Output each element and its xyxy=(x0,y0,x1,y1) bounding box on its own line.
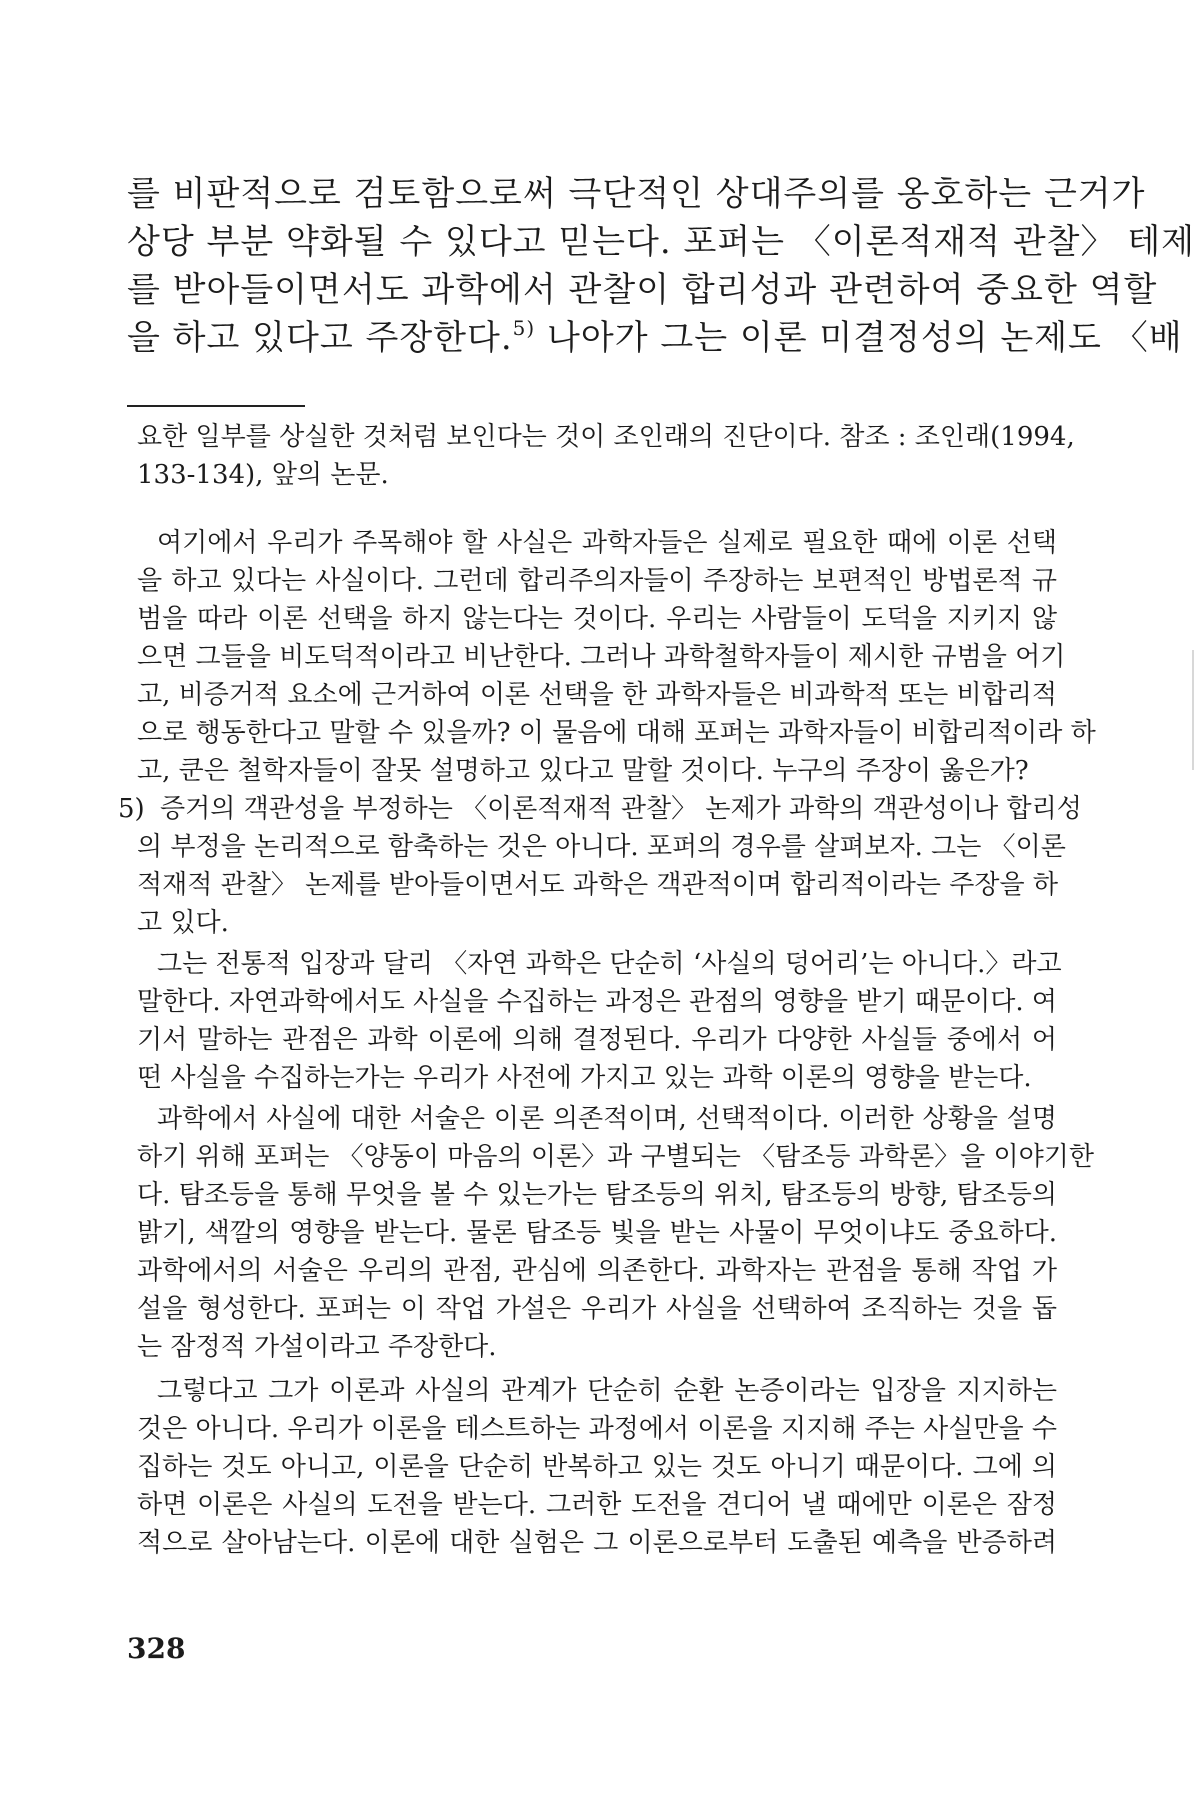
fn-p4-line-3: 집하는 것도 아니고, 이론을 단순히 반복하고 있는 것도 아니기 때문이다. 그에 의 xyxy=(137,1452,1057,1482)
fn-p4-line-4: 하면 이론은 사실의 도전을 받는다. 그러한 도전을 견디어 낼 때에만 이론은 잠정 xyxy=(137,1490,1057,1520)
fn-p1-line-6: 으로 행동한다고 말할 수 있을까? 이 물음에 대해 포퍼는 과학자들이 비합리적이라 하 xyxy=(137,718,1096,748)
fn-p2-line-4: 떤 사실을 수집하는가는 우리가 사전에 가지고 있는 과학 이론의 영향을 받는다. xyxy=(137,1063,1032,1093)
fn-p1-line-3: 범을 따라 이론 선택을 하지 않는다는 것이다. 우리는 사람들이 도덕을 지키지 않 xyxy=(137,604,1057,634)
fn-p4-line-2: 것은 아니다. 우리가 이론을 테스트하는 과정에서 이론을 지지해 주는 사실만을 수 xyxy=(137,1414,1057,1444)
footnote-ref-5: 5) xyxy=(512,316,536,340)
fn-p1-line-7: 고, 쿤은 철학자들이 잘못 설명하고 있다고 말할 것이다. 누구의 주장이 옳은가? xyxy=(137,756,1029,786)
fn-p3-line-7: 는 잠정적 가설이라고 주장한다. xyxy=(137,1332,497,1362)
fn-5-line-4: 고 있다. xyxy=(137,908,229,938)
main-line-4-rest: 나아가 그는 이론 미결정성의 논제도 〈배 xyxy=(547,318,1183,358)
fn-p2-line-3: 기서 말하는 관점은 과학 이론에 의해 결정된다. 우리가 다양한 사실들 중에서 어 xyxy=(137,1025,1057,1055)
fn-p1-line-5: 고, 비증거적 요소에 근거하여 이론 선택을 한 과학자들은 비과학적 또는 비합리적 xyxy=(137,680,1057,710)
fn-p3-line-3: 다. 탐조등을 통해 무엇을 볼 수 있는가는 탐조등의 위치, 탐조등의 방향, 탐조등의 xyxy=(137,1180,1057,1210)
fn-5-line-2: 의 부정을 논리적으로 함축하는 것은 아니다. 포퍼의 경우를 살펴보자. 그는 〈이론 xyxy=(137,832,1066,862)
main-line-1: 를 비판적으로 검토함으로써 극단적인 상대주의를 옹호하는 근거가 xyxy=(127,174,1146,214)
main-line-4-text: 을 하고 있다고 주장한다. xyxy=(127,318,513,358)
fn-p2-line-2: 말한다. 자연과학에서도 사실을 수집하는 과정은 관점의 영향을 받기 때문이다. 여 xyxy=(137,987,1057,1017)
main-line-2: 상당 부분 약화될 수 있다고 믿는다. 포퍼는 〈이론적재적 관찰〉 테제 xyxy=(127,222,1196,262)
fn-cont-line-2: 133-134), 앞의 논문. xyxy=(137,460,389,490)
footnote-5-number: 5) xyxy=(118,794,145,824)
fn-p1-line-2: 을 하고 있다는 사실이다. 그런데 합리주의자들이 주장하는 보편적인 방법론적 규 xyxy=(137,566,1057,596)
fn-p3-line-2: 하기 위해 포퍼는 〈양동이 마음의 이론〉과 구별되는 〈탐조등 과학론〉을 이야기한 xyxy=(137,1142,1094,1172)
page-number: 328 xyxy=(127,1632,186,1665)
fn-p3-line-1: 과학에서 사실에 대한 서술은 이론 의존적이며, 선택적이다. 이러한 상황을 설명 xyxy=(157,1104,1057,1134)
fn-p3-line-5: 과학에서의 서술은 우리의 관점, 관심에 의존한다. 과학자는 관점을 통해 작업 가 xyxy=(137,1256,1057,1286)
fn-p4-line-1: 그렇다고 그가 이론과 사실의 관계가 단순히 순환 논증이라는 입장을 지지하는 xyxy=(157,1376,1057,1406)
footnote-separator xyxy=(127,405,305,407)
fn-p4-line-5: 적으로 살아남는다. 이론에 대한 실험은 그 이론으로부터 도출된 예측을 반증하려 xyxy=(137,1528,1057,1558)
fn-p1-line-4: 으면 그들을 비도덕적이라고 비난한다. 그러나 과학철학자들이 제시한 규범을 어기 xyxy=(137,642,1066,672)
fn-p1-line-1: 여기에서 우리가 주목해야 할 사실은 과학자들은 실제로 필요한 때에 이론 선택 xyxy=(157,528,1058,558)
main-line-4 xyxy=(127,314,1183,362)
fn-5-line-3: 적재적 관찰〉 논제를 받아들이면서도 과학은 객관적이며 합리적이라는 주장을 하 xyxy=(137,870,1058,900)
scan-edge-mark xyxy=(1192,650,1194,770)
main-line-3: 를 받아들이면서도 과학에서 관찰이 합리성과 관련하여 중요한 역할 xyxy=(127,270,1158,310)
fn-p3-line-6: 설을 형성한다. 포퍼는 이 작업 가설은 우리가 사실을 선택하여 조직하는 것을 돕 xyxy=(137,1294,1057,1324)
fn-p3-line-4: 밝기, 색깔의 영향을 받는다. 물론 탐조등 빛을 받는 사물이 무엇이냐도 중요하다. xyxy=(137,1218,1057,1248)
fn-p2-line-1: 그는 전통적 입장과 달리 〈자연 과학은 단순히 ‘사실의 덩어리’는 아니다.〉라고 xyxy=(157,949,1062,979)
fn-cont-line-1: 요한 일부를 상실한 것처럼 보인다는 것이 조인래의 진단이다. 참조 : 조인래(1994, xyxy=(137,422,1075,452)
fn-5-line-1: 증거의 객관성을 부정하는 〈이론적재적 관찰〉 논제가 과학의 객관성이나 합리성 xyxy=(160,794,1082,824)
